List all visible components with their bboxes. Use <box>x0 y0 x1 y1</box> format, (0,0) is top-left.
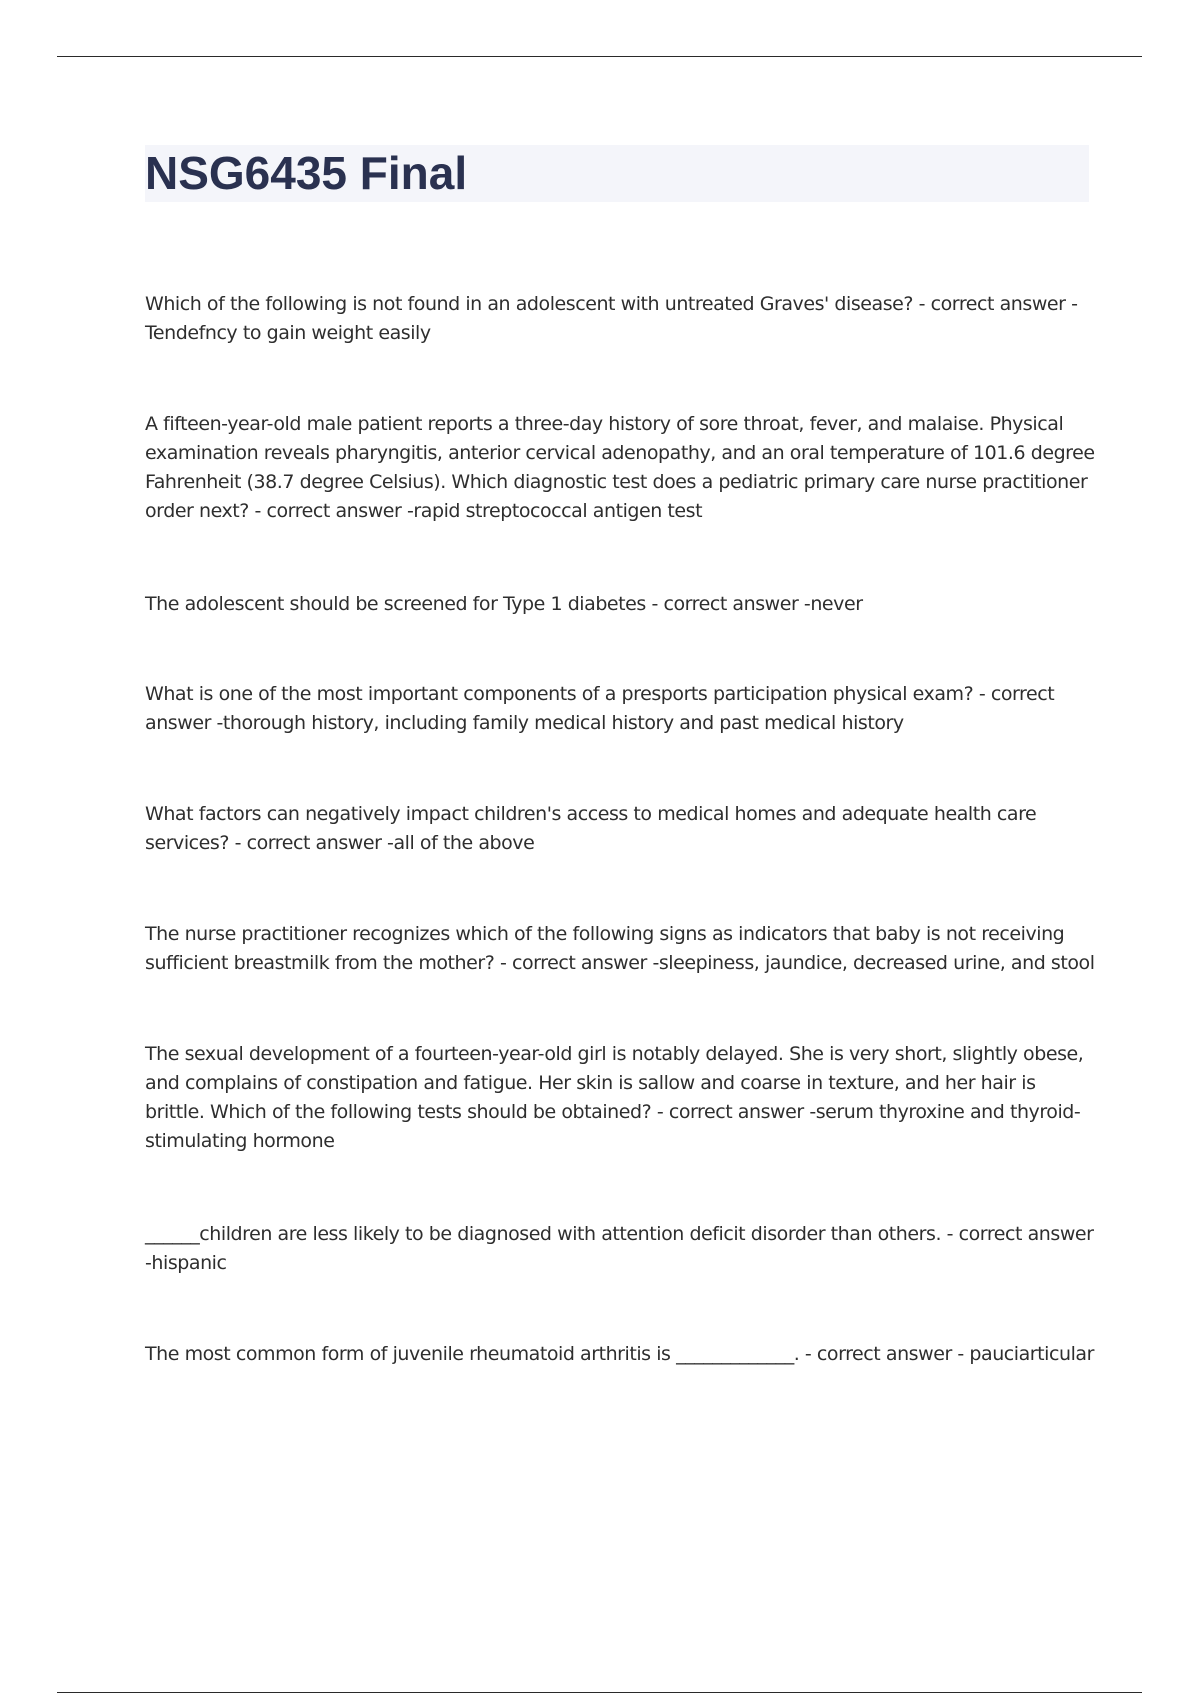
footer-rule <box>57 1692 1142 1693</box>
qa-item-4: What is one of the most important components of a presports participation physical exam? - correct answer -thorough history, including family medical history and past medical history <box>145 683 1055 734</box>
qa-item-1: Which of the following is not found in an adolescent with untreated Graves' disease? - correct answer - Tendefncy to gain weight easily <box>145 293 1078 344</box>
qa-item-5: What factors can negatively impact children's access to medical homes and adequate health care services? - correct answer -all of the above <box>145 803 1037 854</box>
qa-item-2: A fifteen-year-old male patient reports a three-day history of sore throat, fever, and malaise. Physical examination reveals pharyngitis, anterior cervical adenopathy, and an oral temperature of 101.6 degree Fahrenheit (38.7 degree Celsius). Which diagnostic test does a pediatric primary care nurse practitioner order next? - correct answer -rapid streptococcal antigen test <box>145 413 1095 522</box>
qa-item-3: The adolescent should be screened for Type 1 diabetes - correct answer -never <box>145 593 863 615</box>
qa-item-8: ______children are less likely to be diagnosed with attention deficit disorder than others. - correct answer -hispanic <box>145 1223 1094 1274</box>
header-rule <box>57 56 1142 57</box>
qa-item-9: The most common form of juvenile rheumatoid arthritis is _____________. - correct answer - pauciarticular <box>145 1343 1094 1365</box>
page-title: NSG6435 Final <box>145 147 468 199</box>
qa-item-6: The nurse practitioner recognizes which of the following signs as indicators that baby is not receiving sufficient breastmilk from the mother? - correct answer -sleepiness, jaundice, decreased urine, and stool <box>145 923 1095 974</box>
qa-item-7: The sexual development of a fourteen-year-old girl is notably delayed. She is very short, slightly obese, and complains of constipation and fatigue. Her skin is sallow and coarse in texture, and her hair is brittle. Which of the following tests should be obtained? - correct answer -serum thyroxine and thyroid-stimulating hormone <box>145 1043 1084 1152</box>
